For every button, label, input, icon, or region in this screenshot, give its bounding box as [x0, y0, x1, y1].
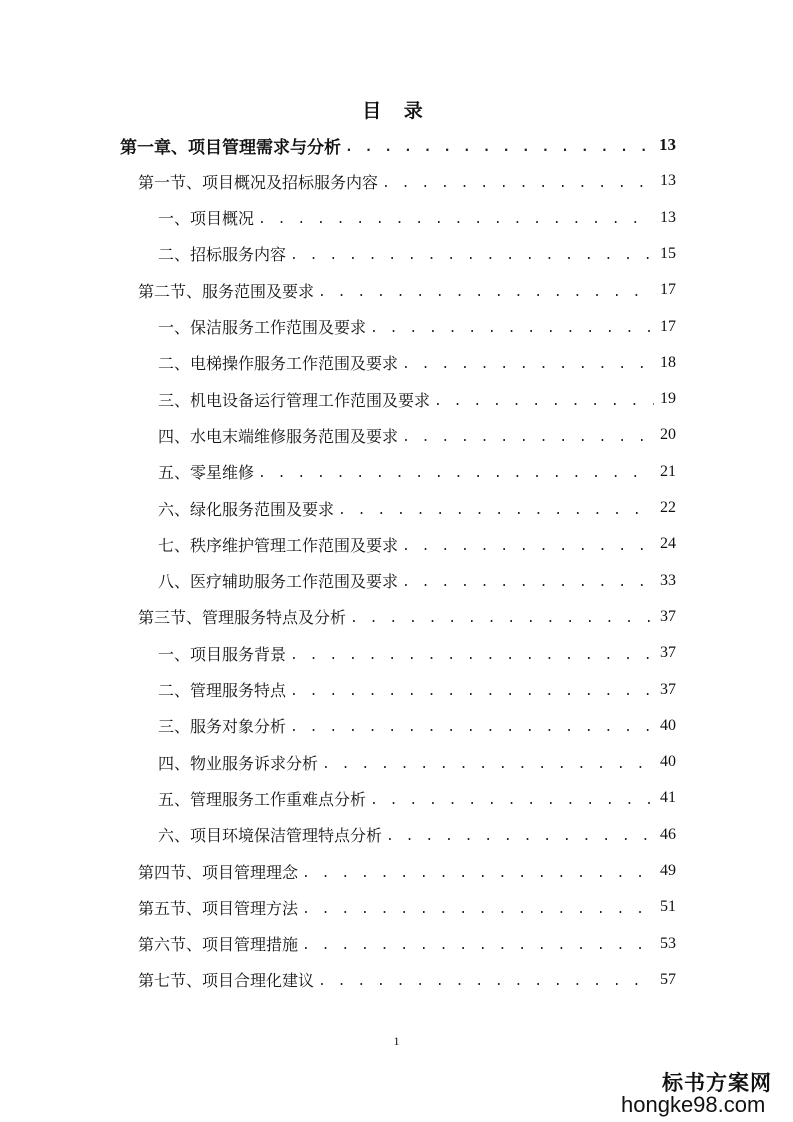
- toc-entry[interactable]: [158, 457, 676, 487]
- toc-entry[interactable]: [158, 783, 676, 813]
- toc-dot-leader: [290, 644, 654, 663]
- toc-entry-label: 第五节、项目管理方法: [138, 898, 299, 918]
- toc-entry-page: 19: [660, 390, 676, 408]
- toc-entry-label: 七、秩序维护管理工作范围及要求: [158, 535, 399, 555]
- toc-entry-page: 20: [660, 426, 676, 444]
- toc-entry[interactable]: [158, 747, 676, 777]
- toc-entry-page: 41: [660, 789, 676, 807]
- watermark-url: hongke98.com: [621, 1092, 766, 1117]
- toc-entry[interactable]: [158, 566, 676, 596]
- toc-entry-label: 第四节、项目管理理念: [138, 862, 299, 882]
- toc-entry-page: 49: [660, 862, 676, 879]
- toc-entry-page: 53: [660, 934, 676, 952]
- toc-entry-page: 22: [660, 499, 676, 516]
- toc-entry[interactable]: [158, 348, 676, 378]
- toc-dot-leader: [290, 244, 654, 263]
- toc-entry-page: 37: [660, 680, 676, 698]
- toc-title: 目 录: [362, 100, 431, 122]
- toc-entry-label: 第一章、项目管理需求与分析: [120, 137, 341, 158]
- toc-entry-label: 第三节、管理服务特点及分析: [138, 608, 347, 628]
- toc-entry-label: 二、电梯操作服务工作范围及要求: [158, 354, 399, 374]
- toc-entry-label: 一、保洁服务工作范围及要求: [158, 318, 367, 337]
- toc-entry[interactable]: [158, 638, 676, 668]
- toc-entry[interactable]: [138, 929, 676, 959]
- toc-entry-label: 五、零星维修: [158, 463, 255, 483]
- toc-dot-leader: [290, 680, 654, 699]
- toc-entry-label: 二、招标服务内容: [158, 245, 287, 265]
- toc-entry-label: 一、项目服务背景: [158, 644, 287, 664]
- toc-entry[interactable]: [158, 820, 676, 850]
- toc-entry[interactable]: [158, 203, 676, 233]
- toc-entry-label: 二、管理服务特点: [158, 681, 287, 700]
- toc-dot-leader: [302, 862, 654, 881]
- toc-entry-label: 四、水电末端维修服务范围及要求: [158, 426, 399, 446]
- page-number: 1: [393, 1034, 400, 1048]
- toc-entry-label: 第二节、服务范围及要求: [138, 281, 315, 301]
- toc-entry-label: 第一节、项目概况及招标服务内容: [138, 172, 379, 192]
- toc-entry-label: 第六节、项目管理措施: [138, 935, 299, 955]
- toc-entry[interactable]: [158, 493, 676, 523]
- toc-entry[interactable]: [138, 166, 676, 196]
- toc-entry-page: 13: [660, 208, 676, 226]
- toc-entry-page: 13: [660, 172, 676, 190]
- toc-dot-leader: [402, 535, 654, 554]
- toc-entry[interactable]: [158, 239, 676, 269]
- toc-dot-leader: [258, 208, 654, 227]
- toc-entry-page: 37: [660, 644, 676, 662]
- toc-entry-label: 五、管理服务工作重难点分析: [158, 789, 367, 809]
- toc-entry-page: 13: [659, 135, 676, 154]
- toc-entry[interactable]: [138, 856, 676, 886]
- toc-entry[interactable]: [138, 275, 676, 305]
- toc-dot-leader: [370, 317, 654, 336]
- toc-entry-label: 四、物业服务诉求分析: [158, 753, 319, 773]
- toc-entry-label: 六、项目环境保洁管理特点分析: [158, 826, 383, 846]
- toc-entry-page: 18: [660, 353, 676, 371]
- toc-entry[interactable]: [158, 675, 676, 705]
- toc-entry-page: 37: [660, 607, 676, 625]
- toc-entry-page: 40: [660, 716, 676, 734]
- toc-dot-leader: [322, 753, 654, 772]
- toc-entry-page: 57: [660, 970, 676, 988]
- watermark-site-name: 标书方案网: [662, 1070, 772, 1095]
- toc-dot-leader: [370, 789, 654, 808]
- toc-dot-leader: [434, 390, 654, 409]
- toc-entry[interactable]: [158, 711, 676, 741]
- toc-dot-leader: [318, 970, 654, 989]
- toc-entry[interactable]: [138, 602, 676, 632]
- toc-dot-leader: [345, 136, 654, 155]
- toc-dot-leader: [386, 825, 654, 844]
- toc-dot-leader: [302, 898, 654, 917]
- toc-entry-label: 八、医疗辅助服务工作范围及要求: [158, 572, 399, 592]
- toc-dot-leader: [402, 426, 654, 445]
- toc-entry-label: 三、服务对象分析: [158, 717, 287, 737]
- toc-entry-page: 33: [660, 571, 676, 589]
- toc-entry[interactable]: [158, 420, 676, 450]
- toc-entry-page: 21: [660, 462, 676, 480]
- toc-entry[interactable]: [120, 130, 676, 160]
- toc-entry[interactable]: [138, 965, 676, 995]
- toc-entry-page: 17: [660, 317, 676, 335]
- toc-dot-leader: [318, 281, 654, 300]
- toc-entry[interactable]: [158, 529, 676, 559]
- toc-dot-leader: [402, 571, 654, 590]
- toc-entry[interactable]: [158, 312, 676, 342]
- toc-dot-leader: [258, 462, 654, 481]
- toc-dot-leader: [350, 607, 654, 626]
- toc-entry-page: 51: [660, 898, 676, 916]
- toc-dot-leader: [402, 353, 654, 372]
- toc-dot-leader: [382, 172, 654, 191]
- toc-entry-page: 40: [660, 753, 676, 771]
- toc-entry-label: 一、项目概况: [158, 209, 255, 229]
- toc-entry-label: 第七节、项目合理化建议: [138, 971, 315, 991]
- toc-entry-page: 17: [660, 281, 676, 299]
- toc-dot-leader: [290, 716, 654, 735]
- toc-entry[interactable]: [138, 892, 676, 922]
- toc-entry-page: 24: [660, 535, 676, 553]
- toc-entry-label: 三、机电设备运行管理工作范围及要求: [158, 390, 431, 410]
- toc-entry-page: 15: [660, 244, 676, 262]
- toc-dot-leader: [302, 934, 654, 953]
- toc-entry[interactable]: [158, 384, 676, 414]
- toc-entry-label: 六、绿化服务范围及要求: [158, 499, 335, 519]
- toc-dot-leader: [338, 499, 654, 518]
- toc-entry-page: 46: [660, 825, 676, 843]
